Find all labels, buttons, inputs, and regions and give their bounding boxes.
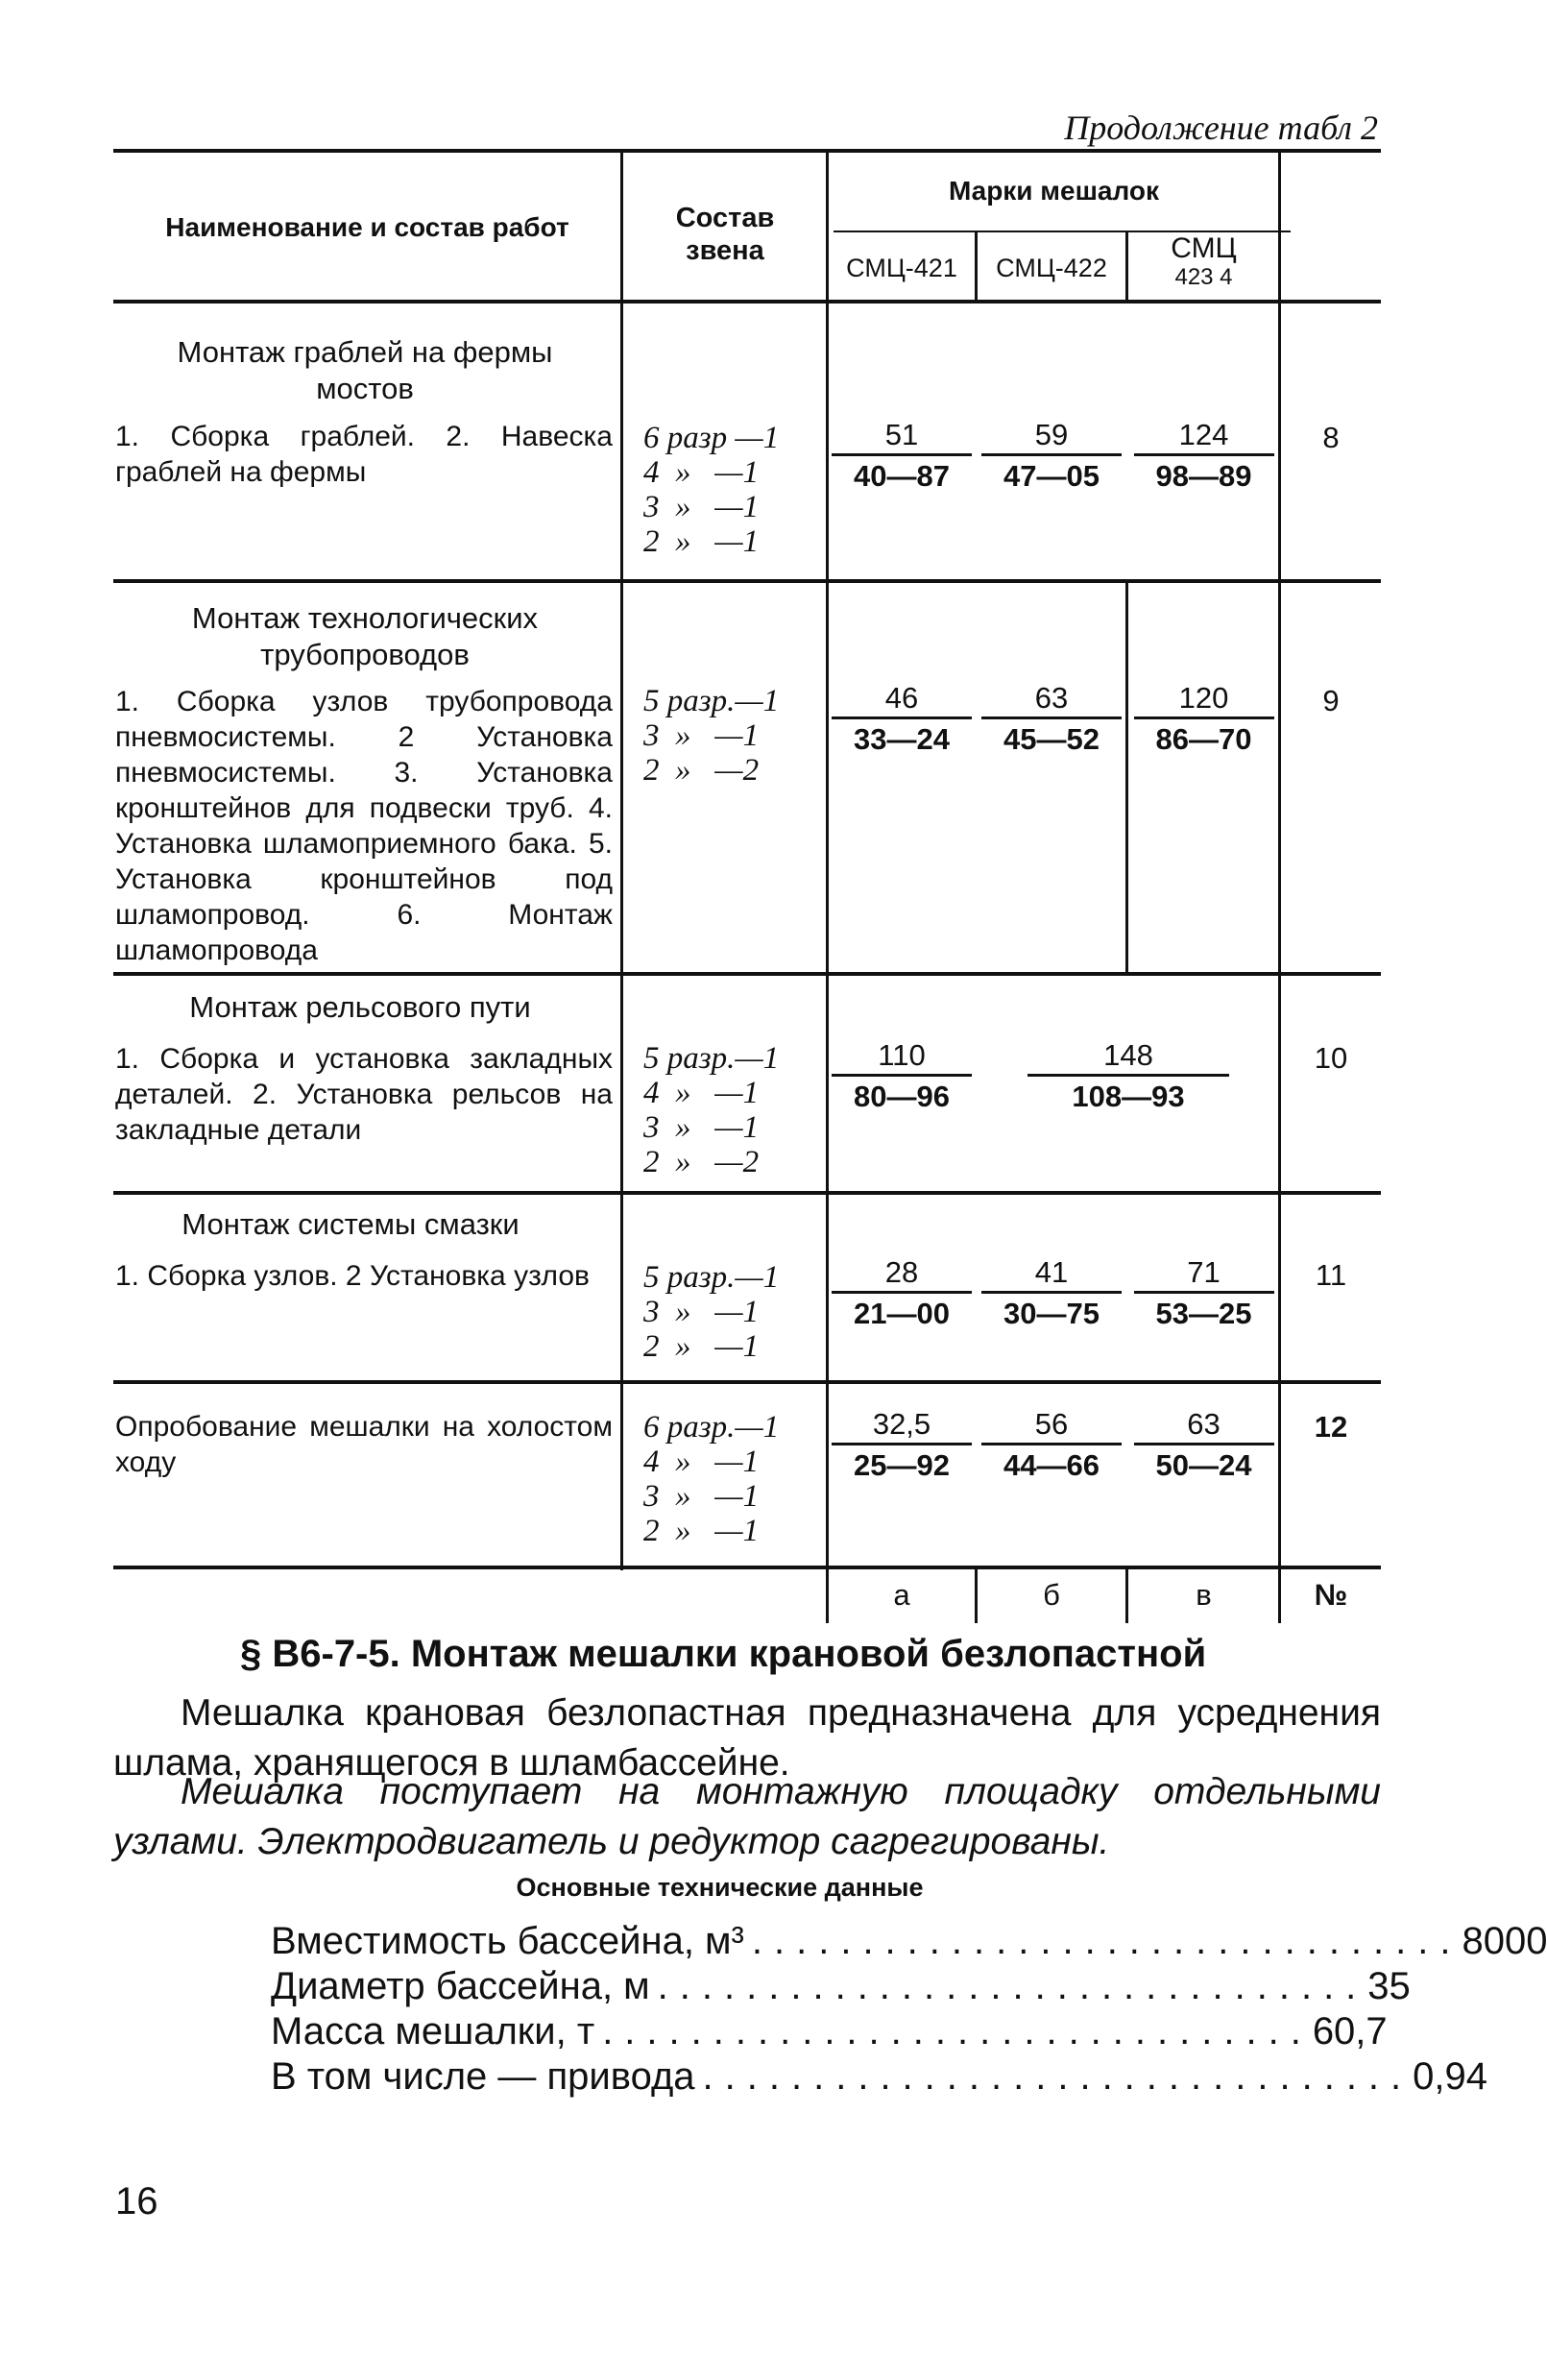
paragraph-1: Мешалка крановая безлопастная предназначена для усреднения шлама, хранящегося в шламбассейне. bbox=[113, 1692, 1381, 1784]
spec-value: 35 bbox=[1367, 1965, 1411, 2007]
row-1-title: Монтаж граблей на фермы мостов bbox=[177, 335, 553, 405]
row-divider-1 bbox=[113, 579, 1381, 583]
row-5-col1-den: 25—92 bbox=[854, 1448, 950, 1482]
row-5-crew: 6 разр.—1 4 » —1 3 » —1 2 » —1 bbox=[643, 1410, 780, 1548]
row-1-col2 bbox=[979, 417, 1124, 497]
spec-value: 0,94 bbox=[1413, 2055, 1488, 2098]
row-2-col2-den: 45—52 bbox=[1003, 722, 1100, 756]
header-bottom-rule bbox=[113, 300, 1381, 304]
row-1-col3-num: 124 bbox=[1134, 417, 1274, 456]
row-3-col1-num: 110 bbox=[832, 1037, 972, 1077]
row-5-col3-num: 63 bbox=[1134, 1406, 1274, 1445]
spec-row-drive bbox=[271, 2054, 1488, 2100]
header-brands: Марки мешалок bbox=[948, 176, 1160, 206]
row-1-body: 1. Сборка граблей. 2. Навеска граблей на фермы bbox=[115, 421, 613, 488]
footer-col-c: в bbox=[1196, 1578, 1212, 1612]
row-2-title: Монтаж технологических трубопроводов bbox=[191, 601, 539, 671]
paragraph-2: Мешалка поступает на монтажную площадку отдельными узлами. Электродвигатель и редуктор сагрегированы. bbox=[113, 1771, 1381, 1862]
col-rule-c2c3-row2 bbox=[1125, 579, 1128, 972]
spec-label: Вместимость бассейна, м³ bbox=[271, 1920, 744, 1962]
row-5-col3-den: 50—24 bbox=[1155, 1448, 1252, 1482]
row-5-col2 bbox=[979, 1406, 1124, 1486]
spec-row-mass bbox=[271, 2009, 1388, 2054]
header-col3 bbox=[1129, 234, 1278, 292]
row-3-col23-num: 148 bbox=[1027, 1037, 1229, 1077]
row-4-number: 11 bbox=[1315, 1258, 1347, 1292]
row-divider-3 bbox=[113, 1191, 1381, 1195]
row-divider-2 bbox=[113, 972, 1381, 976]
row-4-col2-num: 41 bbox=[981, 1254, 1122, 1294]
col-rule-c1c2-header bbox=[975, 231, 978, 303]
spec-value: 60,7 bbox=[1312, 2010, 1388, 2052]
header-work: Наименование и состав работ bbox=[165, 212, 569, 242]
dot-leader: ................................ bbox=[702, 2055, 1414, 2098]
row-1-col1-den: 40—87 bbox=[854, 459, 950, 493]
footer-col-a: а bbox=[893, 1578, 910, 1612]
row-3-col1-den: 80—96 bbox=[854, 1080, 950, 1113]
row-4-col3 bbox=[1129, 1254, 1278, 1334]
row-1-crew: 6 разр —1 4 » —1 3 » —1 2 » —1 bbox=[643, 421, 780, 559]
row-2-col1-den: 33—24 bbox=[854, 722, 950, 756]
header-crew bbox=[634, 202, 816, 267]
row-2-col2-num: 63 bbox=[981, 680, 1122, 719]
spec-label: Масса мешалки, т bbox=[271, 2010, 595, 2052]
section-heading: § В6-7-5. Монтаж мешалки крановой безлопастной bbox=[240, 1633, 1207, 1675]
row-2-body: 1. Сборка узлов трубопровода пневмосистемы. 2 Установка пневмосистемы. 3. Установка кронштейнов для подвески труб. 4. Установка шламоприемного бака. 5. Установка кронштейнов под шламопровод. 6. Монтаж шламопровода bbox=[115, 686, 613, 966]
continuation-label: Продолжение табл 2 bbox=[1064, 109, 1378, 147]
row-5-col3 bbox=[1129, 1406, 1278, 1486]
row-3-title: Монтаж рельсового пути bbox=[189, 990, 531, 1024]
row-4-title: Монтаж системы смазки bbox=[181, 1207, 520, 1241]
dot-leader: ................................ bbox=[602, 2010, 1313, 2052]
col-rule-brands-left bbox=[826, 149, 829, 1623]
spec-label: В том числе — привода bbox=[271, 2055, 695, 2098]
row-5-col2-den: 44—66 bbox=[1003, 1448, 1100, 1482]
row-4-col1 bbox=[830, 1254, 974, 1334]
row-2-number: 9 bbox=[1322, 684, 1340, 717]
row-5-col1 bbox=[830, 1406, 974, 1486]
row-2-col1-num: 46 bbox=[832, 680, 972, 719]
row-2-col3 bbox=[1129, 680, 1278, 760]
header-col3-line1: СМЦ bbox=[1171, 232, 1237, 264]
col-rule-c2c3-footer bbox=[1125, 1566, 1128, 1623]
page-number: 16 bbox=[115, 2180, 158, 2222]
row-3-body: 1. Сборка и установка закладных деталей. 2. Установка рельсов на закладные детали bbox=[115, 1043, 613, 1146]
row-4-body: 1. Сборка узлов. 2 Установка узлов bbox=[115, 1260, 590, 1292]
table-bottom-rule bbox=[113, 1566, 1381, 1569]
header-col2: СМЦ-422 bbox=[996, 254, 1107, 282]
header-crew-text: Состав звена bbox=[675, 203, 775, 266]
row-1-col2-num: 59 bbox=[981, 417, 1122, 456]
row-3-col1 bbox=[830, 1037, 974, 1117]
row-4-col3-num: 71 bbox=[1134, 1254, 1274, 1294]
header-col3-line2: 423 4 bbox=[1174, 264, 1233, 290]
row-2-crew: 5 разр.—1 3 » —1 2 » —2 bbox=[643, 684, 780, 788]
row-3-crew: 5 разр.—1 4 » —1 3 » —1 2 » —2 bbox=[643, 1041, 780, 1179]
table-top-rule bbox=[113, 149, 1381, 153]
row-2-col2 bbox=[979, 680, 1124, 760]
spec-label: Диаметр бассейна, м bbox=[271, 1965, 650, 2007]
footer-col-b: б bbox=[1043, 1578, 1060, 1612]
row-1-col1-num: 51 bbox=[832, 417, 972, 456]
row-3-col23-den: 108—93 bbox=[1072, 1080, 1185, 1113]
col-rule-c2c3-header bbox=[1125, 231, 1128, 303]
row-divider-4 bbox=[113, 1380, 1381, 1384]
row-2-col3-num: 120 bbox=[1134, 680, 1274, 719]
col-rule-c1c2-footer bbox=[975, 1566, 978, 1623]
spec-value: 8000 bbox=[1462, 1920, 1547, 1962]
row-3-col23 bbox=[979, 1037, 1278, 1117]
row-4-col3-den: 53—25 bbox=[1155, 1297, 1252, 1330]
spec-row-diameter bbox=[271, 1964, 1411, 2009]
row-1-col2-den: 47—05 bbox=[1003, 459, 1100, 493]
row-2-col3-den: 86—70 bbox=[1155, 722, 1252, 756]
row-1-number: 8 bbox=[1322, 421, 1340, 454]
row-5-body: Опробование мешалки на холостом ходу bbox=[115, 1411, 613, 1478]
row-3-number: 10 bbox=[1314, 1041, 1348, 1075]
col-rule-brands-right bbox=[1278, 149, 1281, 1623]
dot-leader: ................................ bbox=[657, 1965, 1368, 2007]
footer-col-num: № bbox=[1314, 1578, 1348, 1612]
specs-title: Основные технические данные bbox=[516, 1873, 924, 1902]
row-4-col2 bbox=[979, 1254, 1124, 1334]
header-col1: СМЦ-421 bbox=[846, 254, 957, 282]
spec-row-capacity bbox=[271, 1919, 1547, 1964]
col-rule-crew bbox=[620, 149, 623, 1570]
row-2-col1 bbox=[830, 680, 974, 760]
row-5-col2-num: 56 bbox=[981, 1406, 1122, 1445]
row-4-col1-num: 28 bbox=[832, 1254, 972, 1294]
row-1-col1 bbox=[830, 417, 974, 497]
row-1-col3 bbox=[1129, 417, 1278, 497]
row-5-col1-num: 32,5 bbox=[832, 1406, 972, 1445]
row-5-number: 12 bbox=[1314, 1410, 1348, 1444]
row-4-col2-den: 30—75 bbox=[1003, 1297, 1100, 1330]
row-1-col3-den: 98—89 bbox=[1155, 459, 1252, 493]
row-4-crew: 5 разр.—1 3 » —1 2 » —1 bbox=[643, 1260, 780, 1364]
row-4-col1-den: 21—00 bbox=[854, 1297, 950, 1330]
dot-leader: ................................ bbox=[751, 1920, 1462, 1962]
